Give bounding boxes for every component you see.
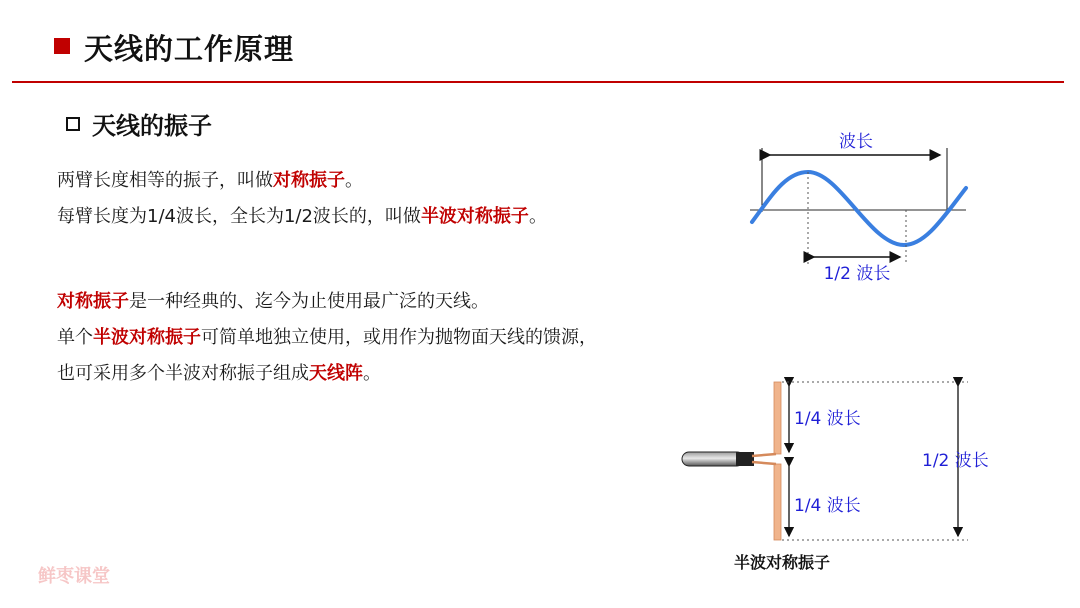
- highlight-antenna-array: 天线阵: [309, 363, 363, 384]
- definition-line-2: 每臂长度为1/4波长，全长为1/2波长的，叫做半波对称振子。: [57, 206, 547, 227]
- usage-paragraph: [57, 284, 597, 392]
- half-wavelength-label: 1/2 波长: [823, 264, 891, 284]
- dipole-lower-arm: [774, 464, 781, 540]
- highlight-symmetric-dipole: 对称振子: [273, 170, 345, 191]
- wavelength-diagram: [740, 120, 980, 290]
- highlight-symmetric-dipole: 对称振子: [57, 291, 129, 312]
- feed-cable: [682, 452, 744, 466]
- usage-line-1: 对称振子是一种经典的、迄今为止使用最广泛的天线。: [57, 291, 489, 312]
- total-length-label: 1/2 波长: [922, 451, 989, 471]
- section-title: 天线的振子: [92, 112, 212, 140]
- page-title: 天线的工作原理: [84, 32, 295, 66]
- definition-paragraph: [57, 163, 547, 235]
- title-square-icon: [54, 38, 70, 54]
- feed-wire-upper: [752, 454, 776, 456]
- dipole-caption: 半波对称振子: [733, 553, 831, 572]
- sine-wave: [752, 172, 966, 245]
- title-divider: [12, 81, 1064, 83]
- feed-cable-end: [736, 452, 754, 466]
- definition-line-1: 两臂长度相等的振子，叫做对称振子。: [57, 170, 363, 191]
- highlight-half-wave-dipole: 半波对称振子: [420, 206, 529, 227]
- wavelength-label: 波长: [839, 132, 873, 152]
- highlight-half-wave-dipole: 半波对称振子: [93, 327, 201, 348]
- feed-wire-lower: [752, 462, 776, 464]
- upper-arm-label: 1/4 波长: [794, 409, 861, 429]
- watermark: 鲜枣课堂: [38, 566, 110, 587]
- usage-line-3: 也可采用多个半波对称振子组成天线阵。: [57, 363, 381, 384]
- half-wave-dipole-diagram: [676, 376, 1006, 576]
- lower-arm-label: 1/4 波长: [794, 496, 861, 516]
- usage-line-2: 单个半波对称振子可简单地独立使用，或用作为抛物面天线的馈源，: [57, 327, 597, 348]
- dipole-upper-arm: [774, 382, 781, 454]
- hollow-square-bullet-icon: [66, 117, 80, 131]
